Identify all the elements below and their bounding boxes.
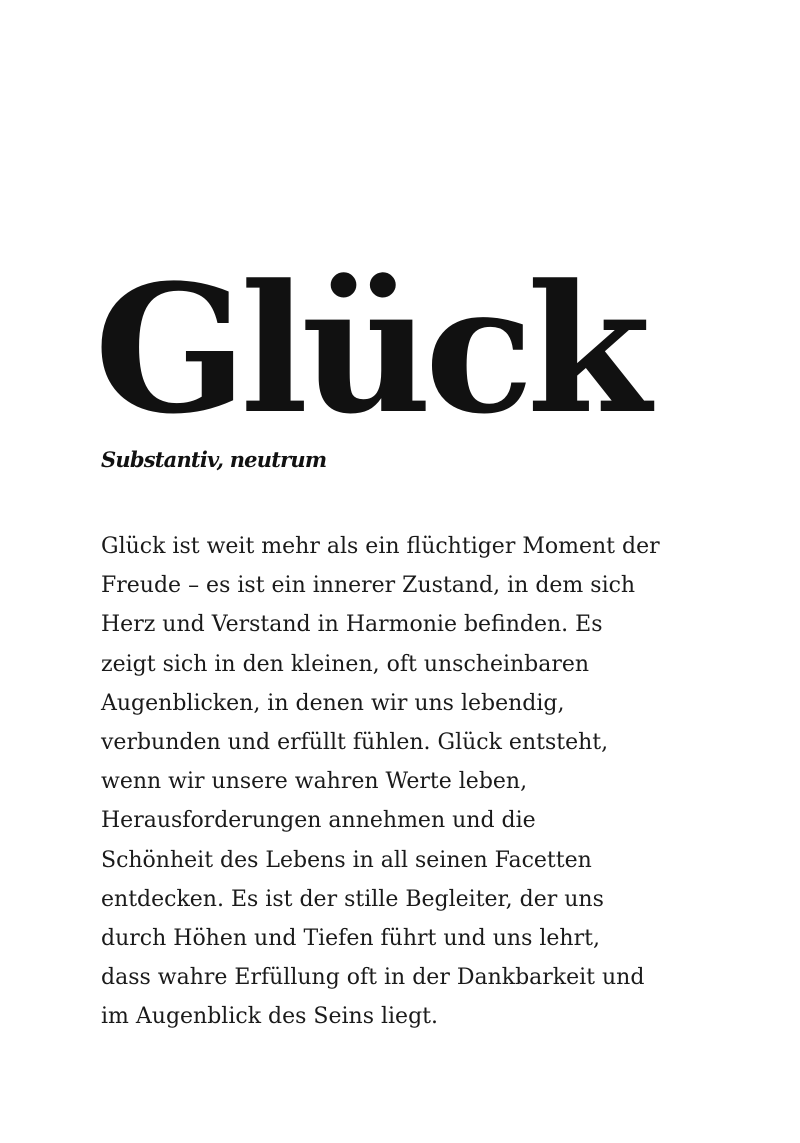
definition-line: Schönheit des Lebens in all seinen Facetten bbox=[101, 847, 592, 873]
definition-line: Freude – es ist ein innerer Zustand, in dem sich bbox=[101, 573, 636, 599]
definition-line: Herausforderungen annehmen und die bbox=[101, 808, 536, 834]
definition-line: verbunden und erfüllt fühlen. Glück entsteht, bbox=[101, 730, 609, 756]
definition-line: Glück ist weit mehr als ein flüchtiger Moment der bbox=[101, 534, 660, 559]
definition-line: wenn wir unsere wahren Werte leben, bbox=[101, 769, 528, 795]
definition-line: Augenblicken, in denen wir uns lebendig, bbox=[101, 690, 565, 716]
definition-line: dass wahre Erfüllung oft in der Dankbarkeit und bbox=[101, 965, 645, 991]
definition-line: zeigt sich in den kleinen, oft unscheinbaren bbox=[101, 651, 590, 677]
headword: Glück bbox=[94, 246, 645, 453]
definition-line: entdecken. Es ist der stille Begleiter, der uns bbox=[101, 886, 604, 912]
definition-text bbox=[101, 527, 741, 1037]
grammar-label: Substantiv, neutrum bbox=[101, 447, 327, 472]
definition-line: Herz und Verstand in Harmonie befinden. Es bbox=[101, 612, 603, 638]
definition-line: durch Höhen und Tiefen führt und uns lehrt, bbox=[101, 926, 600, 952]
definition-line: im Augenblick des Seins liegt. bbox=[101, 1004, 438, 1030]
